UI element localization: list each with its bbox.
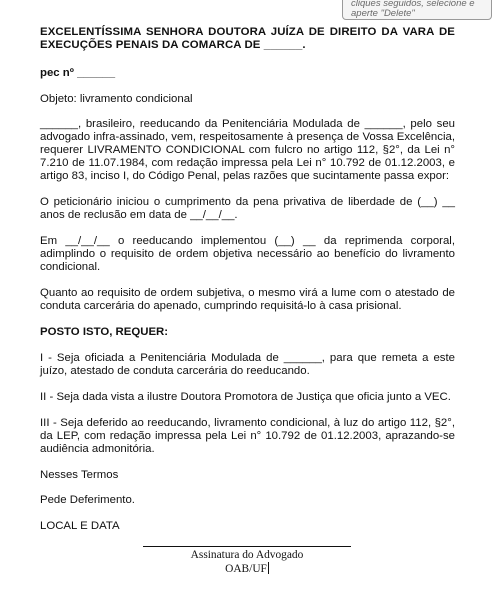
pede-deferimento: Pede Deferimento. (40, 494, 135, 506)
paragraph-requisito-objetivo: Em __/__/__ o reeducando implementou (__) __ da reprimenda corporal, adimplindo o requisito de ordem objetiva necessário ao benefício do livramento condicional. (40, 235, 455, 273)
document-heading: EXCELENTÍSSIMA SENHORA DOUTORA JUÍZA DE DIREITO DA VARA DE EXECUÇÕES PENAIS DA COMARCA DE ______. (40, 26, 455, 51)
document-body[interactable] (40, 26, 455, 533)
request-item-1: I - Seja oficiada a Penitenciária Modulada de ______, para que remeta a este juízo, atestado de conduta carcerária do reeducando. (40, 352, 455, 377)
signature-label: Assinatura do Advogado (190, 549, 304, 561)
signature-oab-line[interactable] (143, 562, 351, 576)
nesses-termos: Nesses Termos (40, 469, 119, 481)
local-e-data: LOCAL E DATA (40, 520, 120, 532)
paragraph-requisito-subjetivo: Quanto ao requisito de ordem subjetiva, o mesmo virá a lume com o atestado de conduta carcerária do apenado, cumprindo requisitá-lo à casa prisional. (40, 287, 455, 312)
signature-oab: OAB/UF (225, 563, 267, 575)
intro-paragraph: ______, brasileiro, reeducando da Penitenciária Modulada de ______, pelo seu advogado infra-assinado, vem, respeitosamente à presença de Vossa Excelência, requerer LIVRAMENTO CONDICIONAL com fulcro no artigo 112, §2°, da Lei n° 7.210 de 11.07.1984, com redação impressa pela Lei n° 10.792 de 01.12.2003, e artigo 83, inciso I, do Código Penal, pelas razões que sucintamente passa expor: (40, 118, 455, 182)
tooltip-line-1: cliques seguidos, selecione e (351, 0, 475, 9)
request-item-2: II - Seja dada vista a ilustre Doutora Promotora de Justiça que oficia junto a VEC. (40, 391, 451, 403)
signature-block (143, 546, 351, 576)
pec-number: pec nº ______ (40, 67, 116, 79)
request-item-3: III - Seja deferido ao reeducando, livramento condicional, à luz do artigo 112, §2°, da LEP, com redação impressa pela Lei n° 10.792 de 01.12.2003, aprazando-se audiência admonitória. (40, 417, 455, 455)
tooltip-line-2: aperte "Delete" (351, 8, 415, 19)
posto-isto-heading: POSTO ISTO, REQUER: (40, 326, 169, 338)
paragraph-pena: O peticionário iniciou o cumprimento da pena privativa de liberdade de (__) __ anos de reclusão em data de __/__/__. (40, 196, 455, 221)
objeto-line: Objeto: livramento condicional (40, 93, 193, 105)
tooltip-hint (342, 0, 492, 20)
text-cursor (268, 562, 269, 574)
